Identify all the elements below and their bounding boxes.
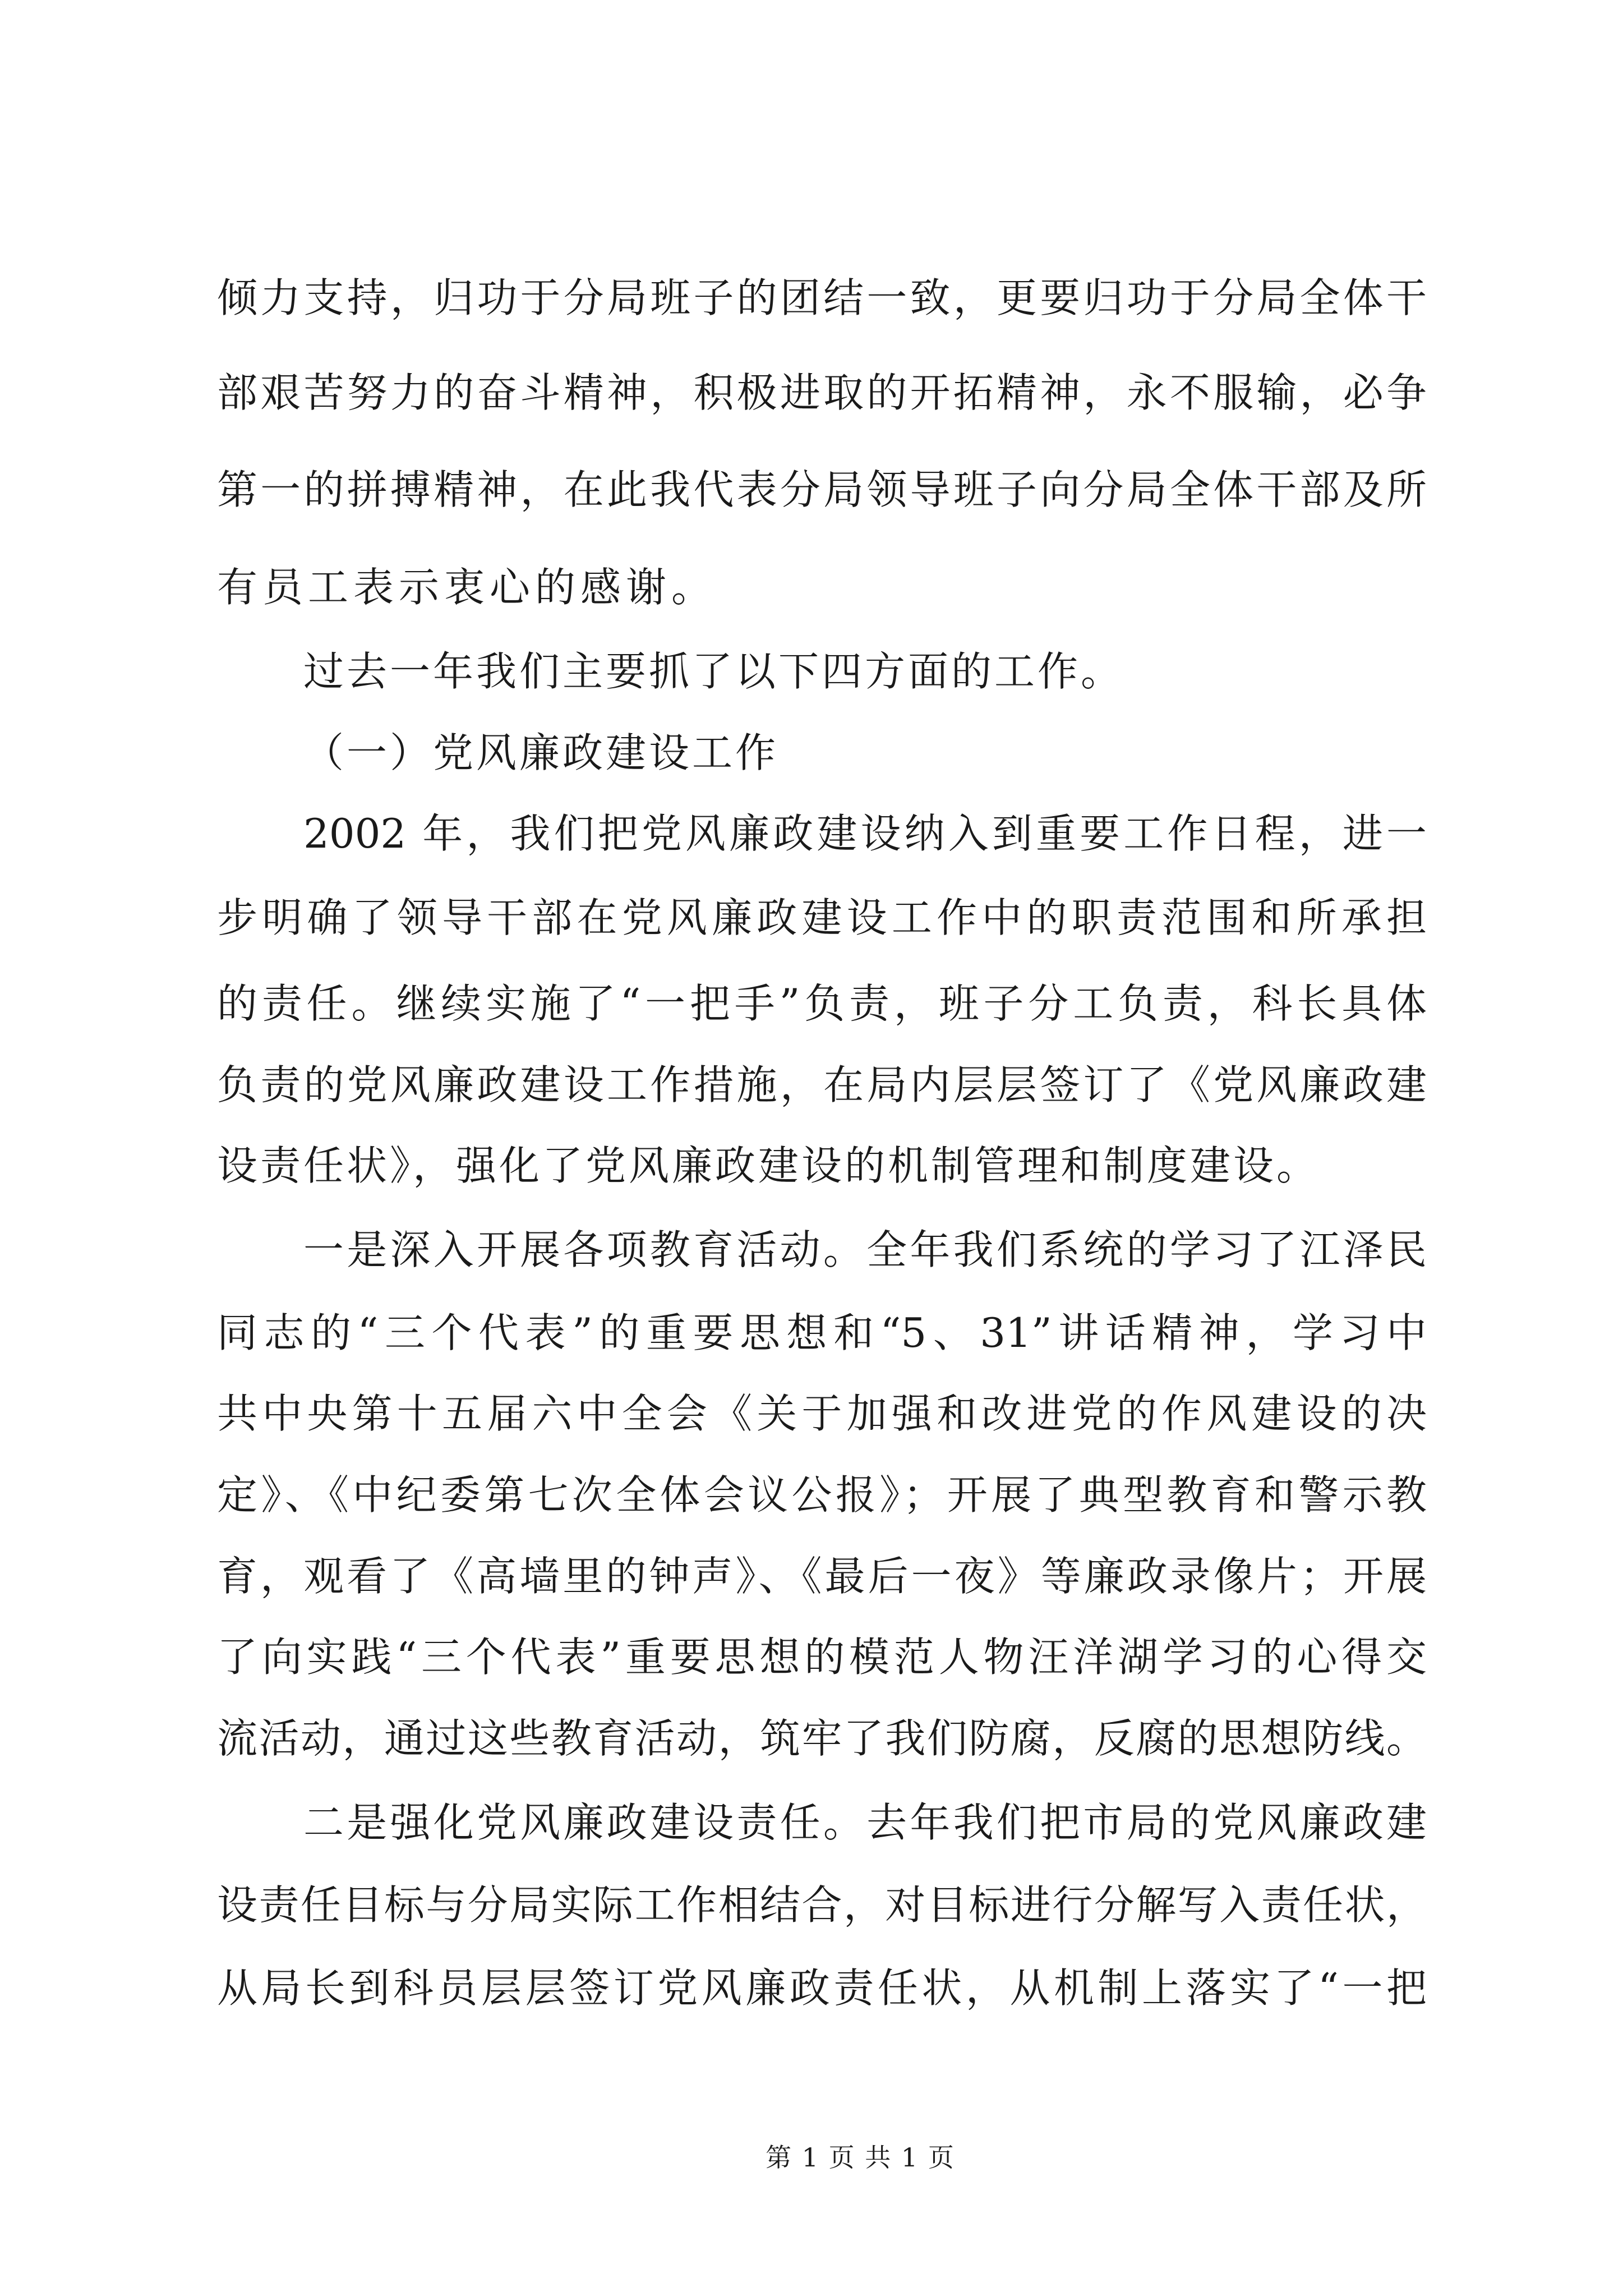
text-line: 过去一年我们主要抓了以下四方面的工作。 [303,648,1124,695]
text-line: 设责任目标与分局实际工作相结合，对目标进行分解写入责任状， [217,1881,1427,1929]
text-line: 二是强化党风廉政建设责任。去年我们把市局的党风廉政建 [303,1799,1427,1846]
text-line: 设责任状》，强化了党风廉政建设的机制管理和制度建设。 [217,1142,1320,1189]
text-line: 一是深入开展各项教育活动。全年我们系统的学习了江泽民 [303,1226,1427,1273]
page-number-footer: 第 1 页 共 1 页 [766,2142,955,2173]
text-line: 育，观看了《高墙里的钟声》、《最后一夜》等廉政录像片；开展 [217,1553,1427,1600]
text-line: 第一的拼搏精神，在此我代表分局领导班子向分局全体干部及所 [217,466,1427,513]
text-line: 从局长到科员层层签订党风廉政责任状，从机制上落实了“一把 [217,1964,1427,2012]
text-line: 流活动，通过这些教育活动，筑牢了我们防腐，反腐的思想防线。 [217,1715,1427,1762]
text-line: 的责任。继续实施了“一把手”负责，班子分工负责，科长具体 [217,980,1427,1027]
text-line: 倾力支持，归功于分局班子的团结一致，更要归功于分局全体干 [217,274,1427,321]
text-line: 负责的党风廉政建设工作措施，在局内层层签订了《党风廉政建 [217,1061,1427,1108]
text-line: 定》、《中纪委第七次全体会议公报》；开展了典型教育和警示教 [217,1471,1427,1519]
text-line: 有员工表示衷心的感谢。 [217,564,717,611]
text-line: （一）党风廉政建设工作 [303,729,779,776]
text-line: 了向实践“三个代表”重要思想的模范人物汪洋湖学习的心得交 [217,1634,1427,1681]
text-line: 部艰苦努力的奋斗精神，积极进取的开拓精神，永不服输，必争 [217,369,1427,416]
text-line: 2002 年，我们把党风廉政建设纳入到重要工作日程，进一 [303,810,1427,857]
text-line: 步明确了领导干部在党风廉政建设工作中的职责范围和所承担 [217,894,1427,941]
text-line: 同志的“三个代表”的重要思想和“5、31”讲话精神，学习中 [217,1309,1427,1356]
text-line: 共中央第十五届六中全会《关于加强和改进党的作风建设的决 [217,1390,1427,1437]
